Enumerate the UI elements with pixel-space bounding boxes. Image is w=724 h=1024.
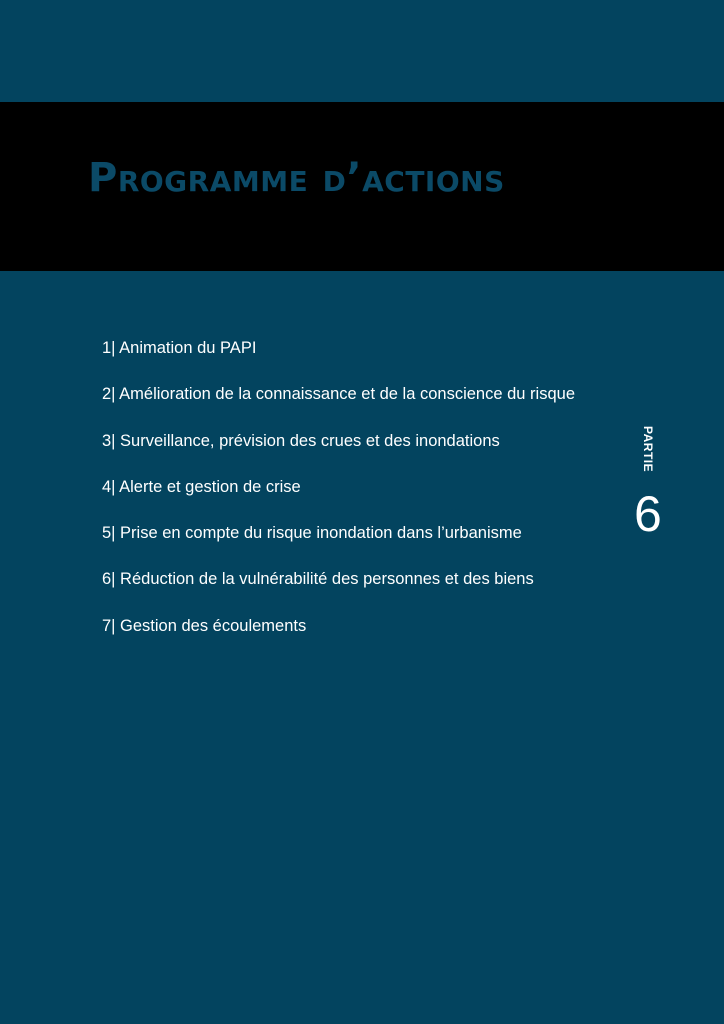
- part-number: 6: [634, 486, 662, 542]
- part-label: PARTIE: [641, 426, 655, 473]
- page-title: Programme d’actions: [88, 155, 505, 201]
- toc-item-1: 1| Animation du PAPI: [102, 339, 257, 357]
- toc-item-7: 7| Gestion des écoulements: [102, 616, 307, 635]
- toc-item-3: 3| Surveillance, prévision des crues et des inondations: [102, 431, 500, 450]
- toc-item-2: 2| Amélioration de la connaissance et de la conscience du risque: [102, 385, 575, 404]
- toc-item-4: 4| Alerte et gestion de crise: [102, 477, 301, 496]
- toc-item-6: 6| Réduction de la vulnérabilité des personnes et des biens: [102, 570, 534, 589]
- toc-item-5: 5| Prise en compte du risque inondation dans l’urbanisme: [102, 524, 522, 543]
- part-marker: [630, 422, 670, 552]
- table-of-contents: [102, 333, 575, 657]
